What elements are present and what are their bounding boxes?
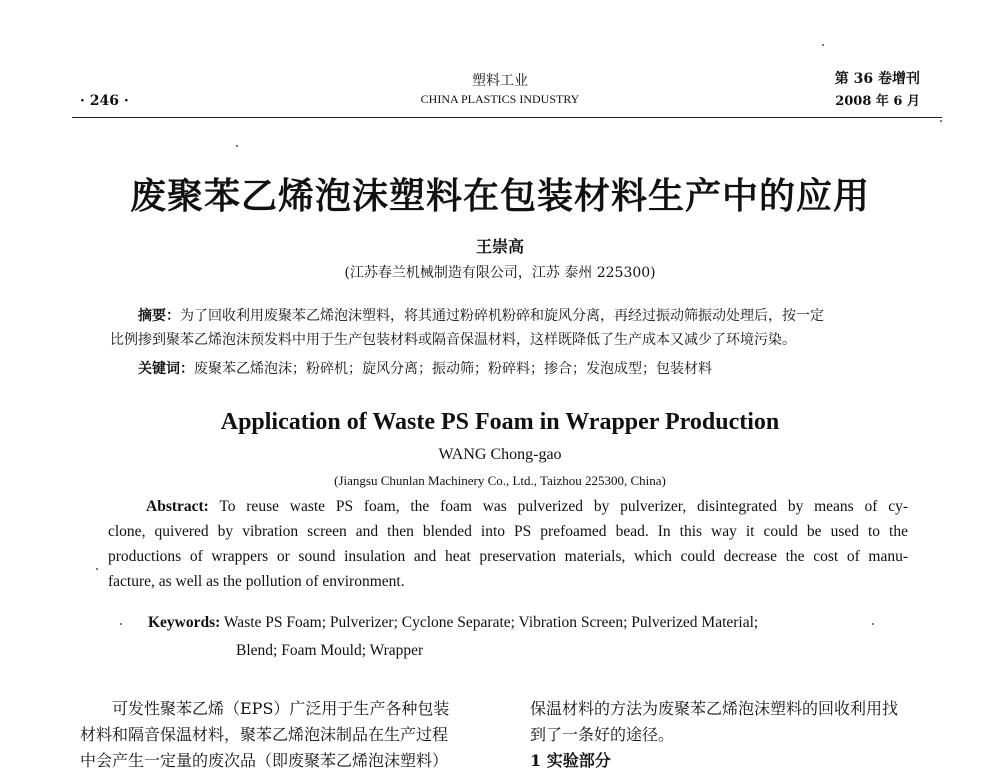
keywords-en-continued: Blend; Foam Mould; Wrapper bbox=[236, 642, 424, 659]
body-line: 保温材料的方法为废聚苯乙烯泡沫塑料的回收利用找 bbox=[530, 699, 899, 718]
scan-speck bbox=[96, 568, 98, 570]
keywords-cn-label: 关键词： bbox=[138, 361, 194, 377]
header-rule bbox=[72, 117, 942, 118]
keywords-en: Keywords: Waste PS Foam; Pulverizer; Cyclone Separate; Vibration Screen; Pulverized Material; bbox=[148, 614, 759, 631]
abstract-en-label: Abstract: bbox=[146, 498, 209, 515]
author-cn: 王崇高 bbox=[475, 237, 524, 256]
scan-speck bbox=[872, 623, 874, 625]
section-heading: 1 实验部分 bbox=[530, 751, 611, 770]
abstract-en-line: productions of wrappers or sound insulation and heat preservation materials, which could decrease the cost of manu- bbox=[108, 548, 908, 565]
author-en: WANG Chong-gao bbox=[438, 446, 562, 463]
affiliation-en: (Jiangsu Chunlan Machinery Co., Ltd., Taizhou 225300, China) bbox=[334, 473, 666, 488]
abstract-en-line: clone, quivered by vibration screen and then blended into PS prefoamed bead. In this way it could be used to the bbox=[108, 523, 908, 540]
body-line: 材料和隔音保温材料，聚苯乙烯泡沫制品在生产过程 bbox=[80, 725, 449, 744]
abstract-cn-label: 摘要： bbox=[138, 308, 180, 324]
keywords-cn: 关键词：废聚苯乙烯泡沫；粉碎机；旋风分离；振动筛；粉碎料；掺合；发泡成型；包装材料 bbox=[138, 361, 712, 377]
scan-speck bbox=[120, 623, 122, 625]
scan-speck bbox=[822, 44, 824, 46]
page-number: · 246 · bbox=[80, 93, 129, 109]
body-line: 中会产生一定量的废次品（即废聚苯乙烯泡沫塑料） bbox=[80, 751, 449, 770]
issue-date: 2008 年 6 月 bbox=[835, 94, 920, 109]
scan-speck bbox=[236, 145, 238, 147]
abstract-en-line: Abstract: To reuse waste PS foam, the foam was pulverized by pulverizer, disintegrated by means of cy- bbox=[146, 498, 908, 515]
affiliation-cn: (江苏春兰机械制造有限公司，江苏 泰州 225300) bbox=[344, 265, 656, 281]
body-column-right bbox=[530, 696, 942, 774]
abstract-en-line: facture, as well as the pollution of environment. bbox=[108, 573, 405, 590]
keywords-en-label: Keywords: bbox=[148, 614, 221, 631]
body-line: 可发性聚苯乙烯（EPS）广泛用于生产各种包装 bbox=[112, 699, 450, 718]
abstract-cn-line: 比例掺到聚苯乙烯泡沫预发料中用于生产包装材料或隔音保温材料，这样既降低了生产成本又减少了环境污染。 bbox=[110, 332, 796, 348]
article-title-cn: 废聚苯乙烯泡沫塑料在包装材料生产中的应用 bbox=[129, 175, 870, 217]
scan-speck bbox=[940, 120, 942, 122]
volume-info: 第 36 卷增刊 bbox=[834, 71, 920, 87]
body-column-left bbox=[80, 696, 492, 774]
abstract-cn-line: 摘要：为了回收利用废聚苯乙烯泡沫塑料，将其通过粉碎机粉碎和旋风分离，再经过振动筛振动处理后，按一定 bbox=[138, 308, 824, 324]
abstract-en bbox=[108, 494, 908, 594]
body-line: 到了一条好的途径。 bbox=[530, 725, 675, 744]
article-title-en: Application of Waste PS Foam in Wrapper Production bbox=[220, 409, 780, 435]
abstract-cn bbox=[110, 304, 910, 352]
